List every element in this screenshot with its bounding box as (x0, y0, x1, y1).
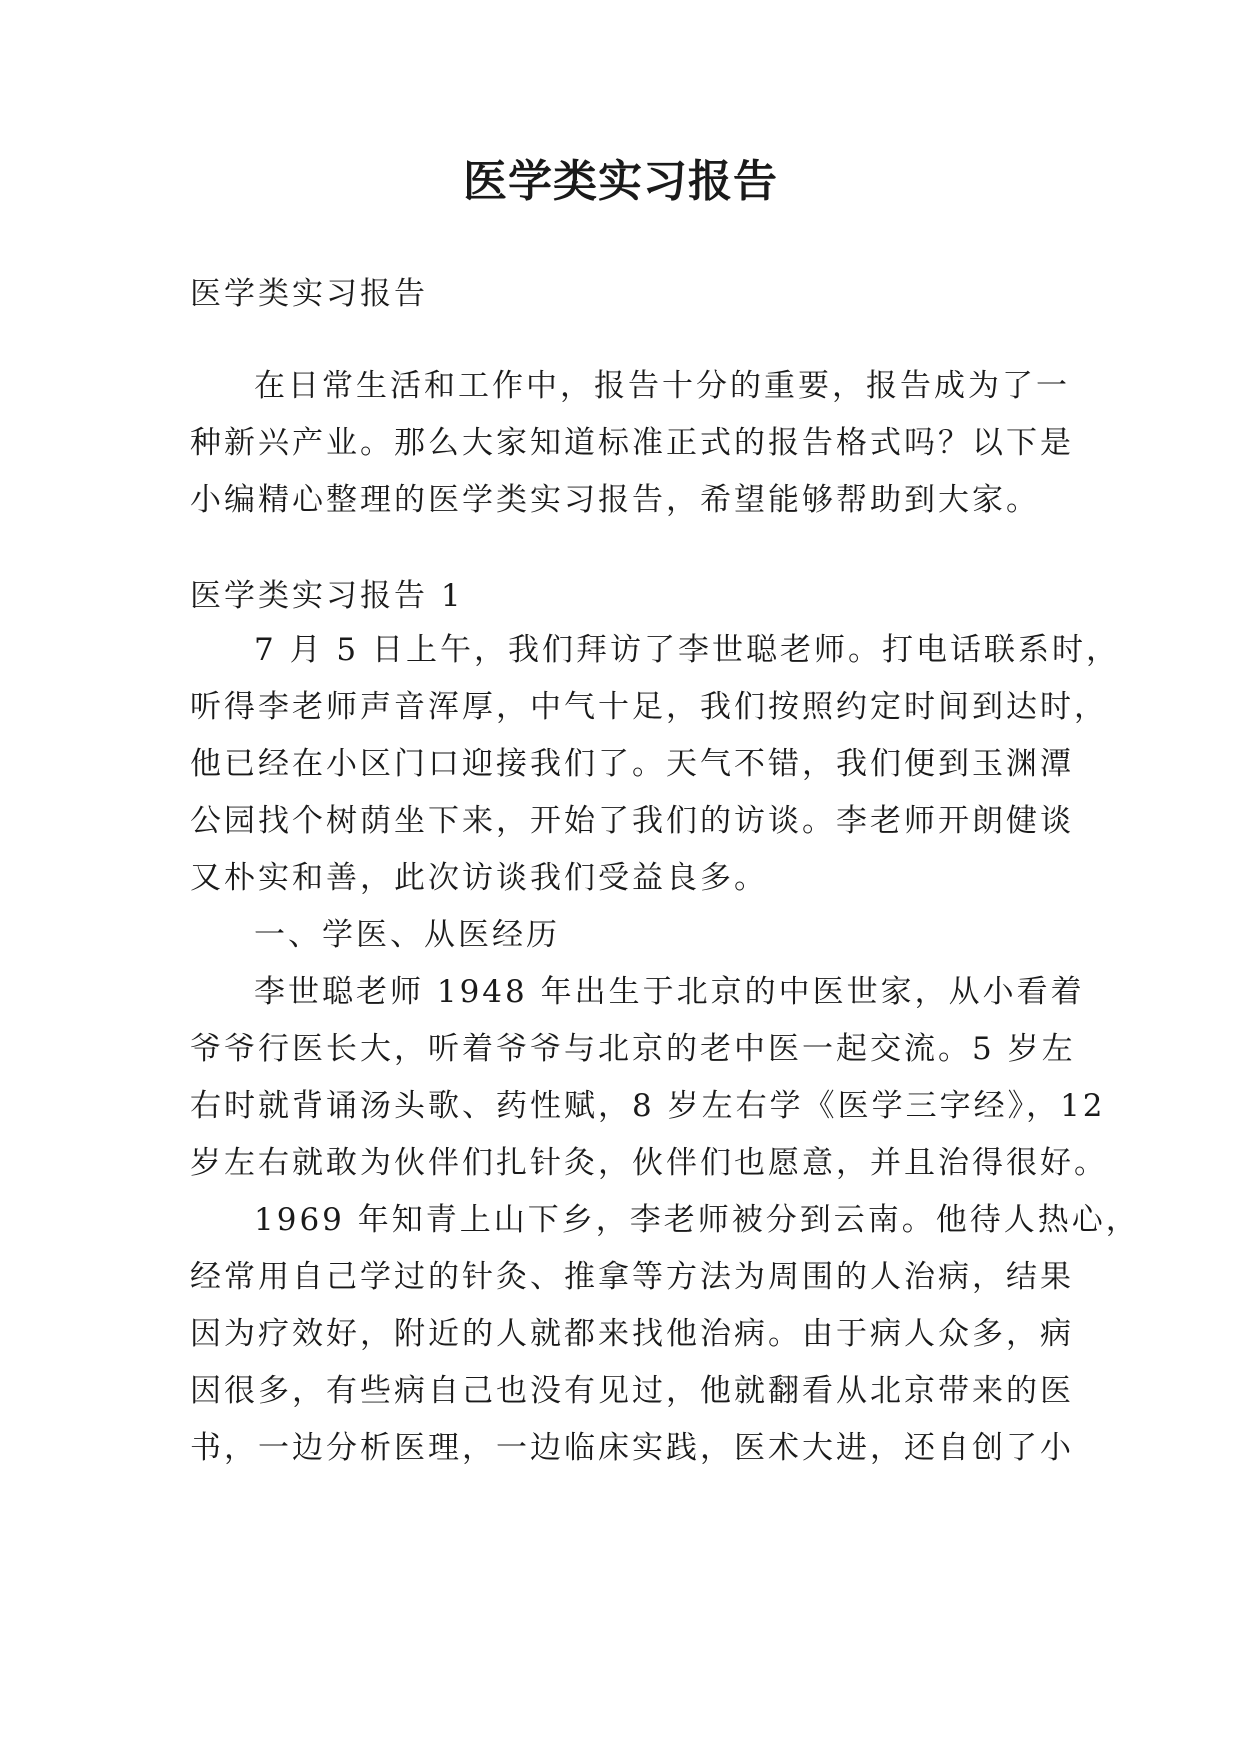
sub-heading (190, 907, 1062, 964)
paragraph-line: 种新兴产业。那么大家知道标准正式的报告格式吗？以下是 (190, 425, 1074, 461)
intro-paragraph (190, 358, 1074, 529)
paragraph-line: 小编精心整理的医学类实习报告，希望能够帮助到大家。 (190, 482, 1040, 518)
paragraph-line: 右时就背诵汤头歌、药性赋，8 岁左右学《医学三字经》，12 (190, 1088, 1106, 1124)
paragraph-line: 经常用自己学过的针灸、推拿等方法为周围的人治病，结果 (190, 1259, 1074, 1295)
paragraph-line: 7 月 5 日上午，我们拜访了李世聪老师。打电话联系时， (254, 632, 1121, 668)
paragraph-line: 1969 年知青上山下乡，李老师被分到云南。他待人热心， (254, 1202, 1140, 1238)
document-subtitle (190, 266, 1062, 323)
paragraph-line: 听得李老师声音浑厚，中气十足，我们按照约定时间到达时， (190, 689, 1108, 725)
paragraph-2 (190, 964, 1108, 1192)
paragraph-line: 李世聪老师 1948 年出生于北京的中医世家，从小看着 (254, 974, 1085, 1010)
paragraph-1 (190, 622, 1121, 907)
paragraph-line: 因很多，有些病自己也没有见过，他就翻看从北京带来的医 (190, 1373, 1074, 1409)
subtitle-line: 医学类实习报告 (190, 276, 428, 312)
paragraph-line: 在日常生活和工作中，报告十分的重要，报告成为了一 (254, 368, 1070, 404)
paragraph-line: 公园找个树荫坐下来，开始了我们的访谈。李老师开朗健谈 (190, 803, 1074, 839)
paragraph-line: 岁左右就敢为伙伴们扎针灸，伙伴们也愿意，并且治得很好。 (190, 1145, 1108, 1181)
paragraph-line: 因为疗效好，附近的人就都来找他治病。由于病人众多，病 (190, 1316, 1074, 1352)
section-heading-line: 医学类实习报告 1 (190, 578, 464, 614)
document-title: 医学类实习报告 (463, 156, 778, 207)
paragraph-3 (190, 1192, 1140, 1477)
paragraph-line: 他已经在小区门口迎接我们了。天气不错，我们便到玉渊潭 (190, 746, 1074, 782)
paragraph-line: 爷爷行医长大，听着爷爷与北京的老中医一起交流。5 岁左 (190, 1031, 1076, 1067)
section-heading (190, 568, 1062, 625)
paragraph-line: 书，一边分析医理，一边临床实践，医术大进，还自创了小 (190, 1430, 1074, 1466)
sub-heading-line: 一、学医、从医经历 (254, 917, 560, 953)
paragraph-line: 又朴实和善，此次访谈我们受益良多。 (190, 860, 768, 896)
